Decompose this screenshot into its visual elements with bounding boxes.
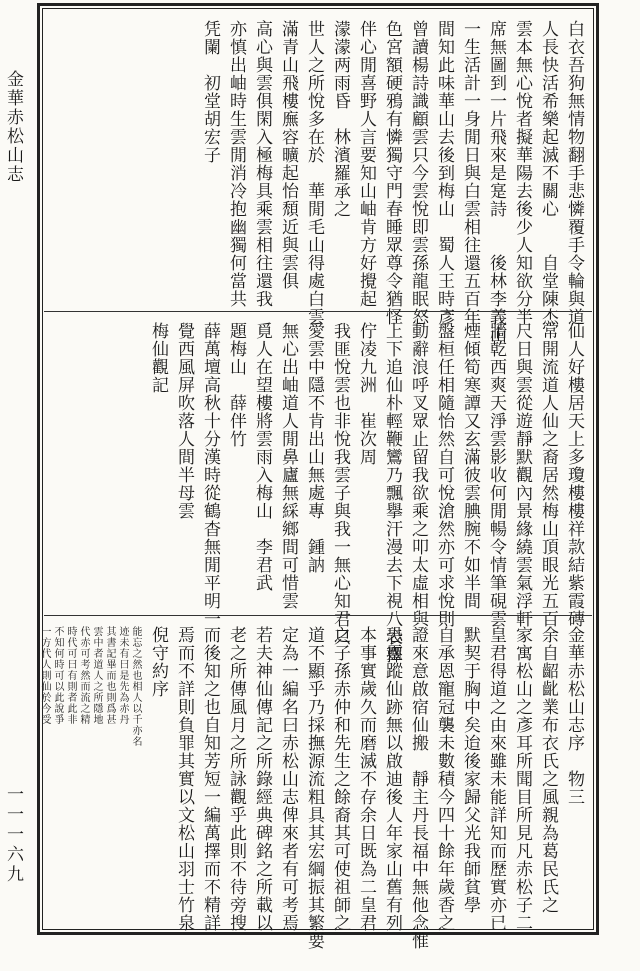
margin-title: 金華赤松山志 xyxy=(3,70,23,184)
note-column: 時代可曰有則者此非 xyxy=(65,626,76,725)
text-column: 愛雲中隱不肯出山無處專 鍾訥 xyxy=(304,322,324,574)
text-column: 一生活計一身閒日與白雲相往還五百年 xyxy=(460,20,480,326)
text-column: 亦慎出岫時生雲閒消冷抱幽獨何當共 xyxy=(226,20,246,308)
text-column: 高心與雲俱閑入極梅具乘雲相往還我 xyxy=(252,20,272,308)
text-column: 皇君得道之由來雖未能詳知而歷實亦已 xyxy=(486,626,506,932)
text-column: 色宮額硬鴉有憐獨守門春睡眾尊令猶怪 xyxy=(382,20,402,326)
note-column: 一方代人則仙於今受 xyxy=(39,626,50,725)
text-column: 雲本無心悅者擬華陽去後少人知欲分半 xyxy=(512,20,532,326)
text-column: 曾讀楊詩識顧雲只今雲悅即雲孫龍眠怒 xyxy=(408,20,428,326)
text-column: 倪守約序 xyxy=(148,626,168,698)
text-column: 家寓松山之彥耳所聞目所見凡赤松子二 xyxy=(512,626,532,932)
panel-preface xyxy=(39,615,592,950)
text-column: 盤桓任相隨怡然自可悅滄然亦可求悅則 xyxy=(434,322,454,628)
note-column: 能忘之然也相人以千亦名 xyxy=(130,626,141,747)
note-column: 其書記畢而也則爲甚 xyxy=(104,626,115,725)
text-column: 梅仙觀記 xyxy=(148,322,168,394)
text-column: 自承恩寵冠襲未數積今四十餘年歲香之 xyxy=(434,626,454,932)
text-column: 凭闌 初堂胡宏子 xyxy=(200,20,220,164)
text-column: 伴心閒喜野人言要知山岫肯方好攪起 xyxy=(356,20,376,308)
text-column: 題梅山 薛伴竹 xyxy=(226,322,246,448)
text-column: 白衣吾狗無情物翻手悲憐覆手令輪與道 xyxy=(564,20,584,326)
text-column: 尺日與雲從遊靜默觀內景緣繞雲氣浮軒 xyxy=(512,322,532,628)
text-column: 無心出岫道人閒鼻廬無綵鄉間可惜雲 xyxy=(278,322,298,610)
page-frame xyxy=(37,3,599,950)
margin-page-number: 一一一六九 xyxy=(3,785,23,885)
text-column: 老之所傳風月之所詠觀乎此則不待旁搜 xyxy=(226,626,246,932)
annotation-notes xyxy=(39,626,140,924)
text-column: 上下追仙朴輕鞭鸞乃飄擧汗漫去下視八表擇 xyxy=(382,322,402,664)
panel-poems-top xyxy=(44,10,592,344)
text-column: 覓人在望樓將雲雨入梅山 李君武 xyxy=(252,322,272,592)
text-column: 焉而不詳則負罪其實以文松山羽士竹泉 xyxy=(174,626,194,932)
text-column: 佇凌九洲 崔次周 xyxy=(356,322,376,466)
text-column: 證來意啟宿仙搬 靜主丹長福中無他念惟 xyxy=(408,626,428,950)
text-column: 我匪悅雲也非悅我雲子與我一無心知君只 xyxy=(330,322,350,646)
preface-columns xyxy=(39,626,584,950)
text-column: 金華赤松山志序 物三 xyxy=(564,626,584,806)
text-column: 煙傾筍寒譚又玄滿彼雲腆腕不如半間 xyxy=(460,322,480,610)
text-column: 滿青山飛樓廡容曠起怡頹近與雲俱 xyxy=(278,20,298,290)
note-column: 迹未有曰是先為赤丹 xyxy=(117,626,128,725)
text-column: 牆乾西爽天淨雲影收何閒暢令情筆硯雲 xyxy=(486,322,506,628)
text-column: 薛萬壇高秋十分漢時從鶴杳無閒平明一 xyxy=(200,322,220,628)
text-column: 道不顯乎乃採撫源流粗具其宏綱振其繁要 xyxy=(304,626,324,950)
text-column: 席無圖到一片飛來是寔詩 後林李義山 xyxy=(486,20,506,344)
text-column: 仙人好樓居天上多瓊樓樓祥款結紫霞磚 xyxy=(564,322,584,628)
text-column: 若夫神仙傳記之所錄經典碑銘之所載以 xyxy=(252,626,272,932)
text-column: 恐靈蹤仙跡無以啟迪後人年家山舊有列 xyxy=(382,626,402,932)
note-column: 不知何時可以此說爭 xyxy=(52,626,63,725)
text-column: 世人之所悅多在於 華閒毛山得處白雲 xyxy=(304,20,324,326)
text-column: 動辭浪呼叉眾止留我欲乘之叩太虛相與 xyxy=(408,322,428,628)
text-column: 濛濛两雨昏 林濱羅承之 xyxy=(330,20,350,218)
note-column: 雲中者道人之所隱地 xyxy=(91,626,102,725)
text-column: 覺西風屏吹落人間半母雲 xyxy=(174,322,194,520)
text-column: 人長快活希樂起滅不關心 自堂陳杰 xyxy=(538,20,558,326)
poem-columns-top xyxy=(54,20,584,344)
text-column: 常開流道人仙之裔居然梅山頂眼光五百 xyxy=(538,322,558,628)
text-column: 余自齠齔業布衣氏之風親為葛民氏之 xyxy=(538,626,558,914)
text-column: 本事實歲久而磨滅不存余日既為二皇君 xyxy=(356,626,376,932)
text-column: 而後知之也自知芳短一編萬擇而不精詳 xyxy=(200,626,220,932)
text-column: 之子孫赤仲和先生之餘裔其可使祖師之 xyxy=(330,626,350,932)
note-column: 代赤可考然而流之精 xyxy=(78,626,89,725)
text-column: 定為一編名曰赤松山志俾來者有可考焉 xyxy=(278,626,298,932)
text-column: 默契于胸中矣迨後家歸父光我師貧學 xyxy=(460,626,480,914)
text-column: 間知此味華山去後到梅山 蜀人王時彥 xyxy=(434,20,454,326)
